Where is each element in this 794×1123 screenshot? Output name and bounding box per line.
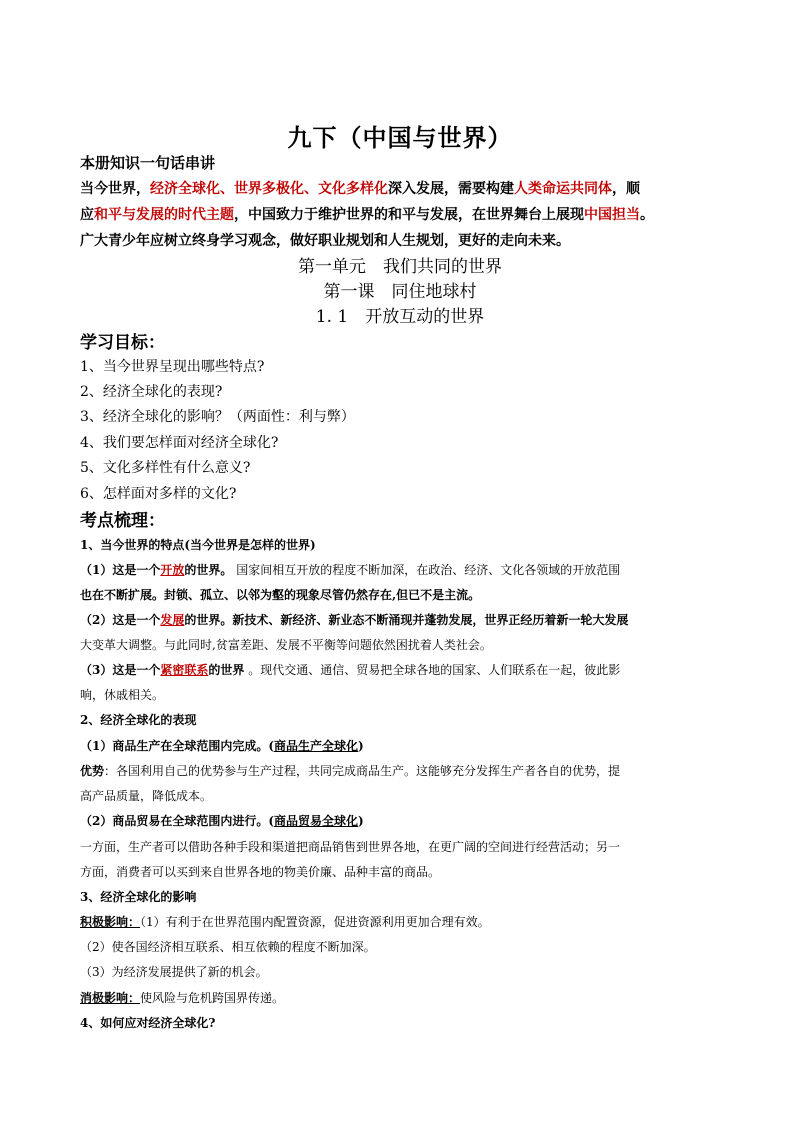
intro-heading: 本册知识一句话串讲 [80,154,216,172]
keyword-open: 开放 [160,563,185,577]
point-2-heading: 2、经济全球化的表现 [80,713,197,727]
negative-label: 消极影响： [80,991,141,1005]
point-1-heading: 1、当今世界的特点(当今世界是怎样的世界) [80,538,316,552]
goals-heading: 学习目标： [80,333,165,353]
point-2b-heading: （2）商品贸易在全球范围内进行。(商品贸易全球化) [80,814,364,828]
section-heading: 1. 1 开放互动的世界 [315,307,485,327]
point-3-positive-3: （3）为经济发展提供了新的机会。 [80,965,268,979]
point-1b-line-1: （2）这是一个发展的世界。新技术、新经济、新业态不断涌现并蓬勃发展，世界正经历着新一轮大发展 [80,613,629,627]
point-3-positive-1: 积极影响：（1）有利于在世界范围内配置资源，促进资源利用更加合理有效。 [80,915,490,929]
keyword-develop: 发展 [160,613,185,627]
goal-item: 4、我们要怎样面对经济全球化? [80,435,279,451]
keyword-peace-development: 和平与发展的时代主题 [94,207,234,223]
keyword-community: 人类命运共同体 [514,181,612,197]
lesson-heading: 第一课 同住地球村 [323,282,477,302]
point-1c-line-2: 响，休戚相关。 [80,688,165,702]
point-1a-line-1: （1）这是一个开放的世界。 国家间相互开放的程度不断加深，在政治、经济、文化各领域的开放范围 [80,563,621,577]
points-heading: 考点梳理： [80,511,165,531]
page-title: 九下（中国与世界） [287,123,513,152]
intro-line-3: 广大青少年应树立终身学习观念，做好职业规划和人生规划，更好的走向未来。 [80,233,570,249]
keyword-connected: 紧密联系 [160,663,209,677]
intro-line-2: 应和平与发展的时代主题，中国致力于维护世界的和平与发展，在世界舞台上展现中国担当。 [80,207,654,223]
point-2b-line-1: 一方面，生产者可以借助各种手段和渠道把商品销售到世界各地，在更广阔的空间进行经营活动；另一 [80,840,621,854]
point-3-positive-2: （2）使各国经济相互联系、相互依赖的程度不断加深。 [80,940,376,954]
goal-item: 3、经济全球化的影响？（两面性：利与弊） [80,409,355,425]
goal-item: 2、经济全球化的表现? [80,384,223,400]
positive-label: 积极影响： [80,915,141,929]
goal-item: 5、文化多样性有什么意义? [80,460,251,476]
keyword-globalization: 经济全球化、世界多极化、文化多样化 [150,181,388,197]
unit-heading: 第一单元 我们共同的世界 [298,257,502,277]
goal-item: 1、当今世界呈现出哪些特点? [80,359,265,375]
point-3-negative: 消极影响：使风险与危机跨国界传递。 [80,991,285,1005]
point-1b-line-2: 大变革大调整。与此同时,贫富差距、发展不平衡等问题依然困扰着人类社会。 [80,638,492,652]
goal-item: 6、怎样面对多样的文化? [80,486,237,502]
point-3-heading: 3、经济全球化的影响 [80,890,197,904]
point-1a-line-2: 也在不断扩展。封锁、孤立、以邻为壑的现象尽管仍然存在,但已不是主流。 [80,588,481,602]
point-1c-line-1: （3）这是一个紧密联系的世界 。现代交通、通信、贸易把全球各地的国家、人们联系在一起，彼此影 [80,663,621,677]
tag-production-globalization: 商品生产全球化 [274,739,359,753]
keyword-china-role: 中国担当 [584,207,640,223]
point-2b-line-2: 方面，消费者可以买到来自世界各地的物美价廉、品种丰富的商品。 [80,865,441,879]
tag-trade-globalization: 商品贸易全球化 [274,814,359,828]
point-2a-line-2: 高产品质量，降低成本。 [80,789,213,803]
point-2a-line-1: 优势：各国利用自己的优势参与生产过程，共同完成商品生产。这能够充分发挥生产者各自的优势，提 [80,764,621,778]
point-4-heading: 4、如何应对经济全球化? [80,1016,216,1030]
intro-line-1: 当今世界，经济全球化、世界多极化、文化多样化深入发展，需要构建人类命运共同体，顺 [80,181,640,197]
point-2a-heading: （1）商品生产在全球范围内完成。(商品生产全球化) [80,739,364,753]
